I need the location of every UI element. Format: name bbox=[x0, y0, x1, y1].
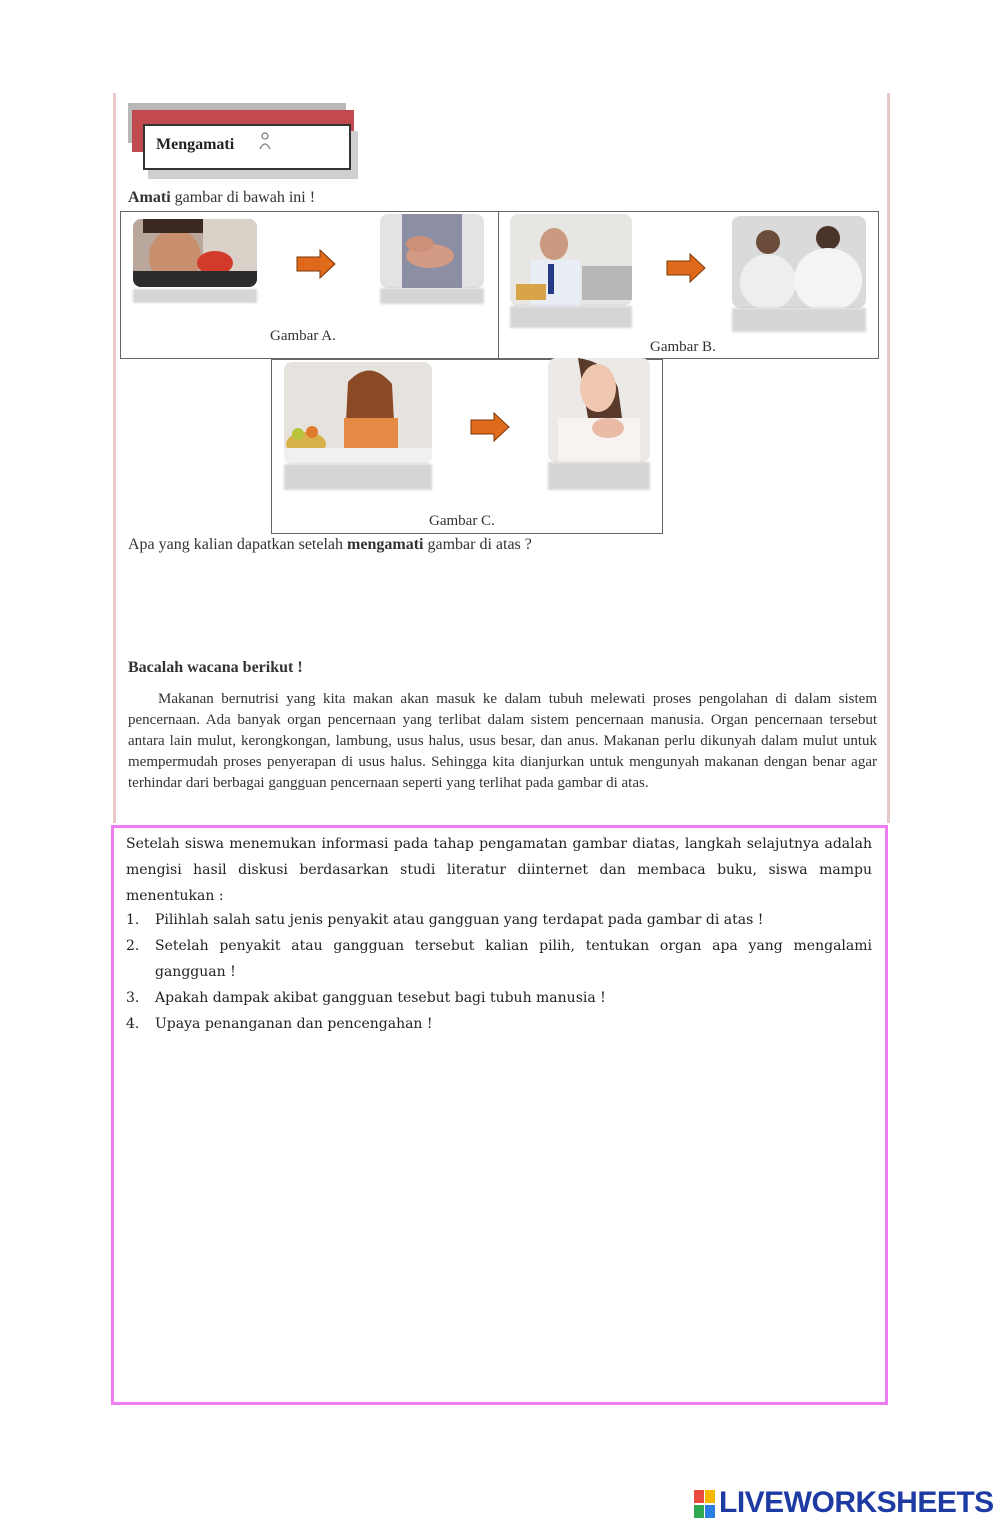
observe-instruction bbox=[128, 189, 315, 207]
question-pre: Apa yang kalian dapatkan setelah bbox=[128, 536, 348, 553]
task-item-number: 2. bbox=[126, 938, 140, 954]
figure-a-stomach-ache-photo bbox=[380, 214, 484, 288]
figure-c-caption: Gambar C. bbox=[429, 513, 495, 529]
section-title: Mengamati bbox=[156, 136, 235, 153]
figure-a-eating-photo bbox=[133, 219, 257, 287]
figure-c-woman-eating-photo bbox=[284, 362, 432, 464]
person-icon bbox=[258, 131, 272, 151]
arrow-c-icon bbox=[470, 412, 510, 442]
task-item-number: 3. bbox=[126, 990, 140, 1006]
reading-paragraph: Makanan bernutrisi yang kita makan akan masuk ke dalam tubuh melewati proses pengolahan di dalam sistem pencernaan. Ada banyak organ pencernaan yang terlibat dalam sistem pencernaan manusia. Organ pencernaan tersebut antara lain mulut, kerongkongan, lambung, usus halus, usus besar, dan anus. Makanan perlu dikunyah dalam mulut untuk mempermudah proses penyerapan di usus halus. Sehingga kita dianjurkan untuk mengunyah makanan dengan benar agar terhindar dari berbagai gangguan pencernaan seperti yang terlihat pada gambar di atas. bbox=[128, 691, 877, 791]
figure-b-obese-people-photo bbox=[732, 216, 866, 308]
figure-b-reflection-2 bbox=[732, 308, 866, 332]
figure-c-reflection-1 bbox=[284, 464, 432, 490]
question-bold: mengamati bbox=[347, 536, 424, 553]
observation-question bbox=[128, 536, 532, 554]
task-item-text: Apakah dampak akibat gangguan tesebut bagi tubuh manusia ! bbox=[155, 990, 606, 1006]
task-item-text: Upaya penanganan dan pencengahan ! bbox=[155, 1016, 433, 1032]
figure-b-caption: Gambar B. bbox=[650, 339, 716, 355]
task-item-text: Pilihlah salah satu jenis penyakit atau gangguan yang terdapat pada gambar di atas ! bbox=[155, 912, 764, 928]
task-intro: Setelah siswa menemukan informasi pada tahap pengamatan gambar diatas, langkah selajutnya adalah mengisi hasil diskusi berdasarkan studi literatur diinternet dan membaca buku, siswa mampu menentukan : bbox=[126, 836, 872, 904]
figure-c-reflection-2 bbox=[548, 462, 650, 490]
task-item-number: 1. bbox=[126, 912, 140, 928]
task-item-number: 4. bbox=[126, 1016, 140, 1032]
figure-a-reflection-2 bbox=[380, 288, 484, 304]
arrow-a-icon bbox=[296, 249, 336, 279]
task-item-text: Setelah penyakit atau gangguan tersebut kalian pilih, tentukan organ apa yang mengalami gangguan ! bbox=[155, 938, 872, 980]
observe-bold: Amati bbox=[128, 189, 171, 206]
figure-b-reflection-1 bbox=[510, 306, 632, 328]
liveworksheets-logo-icon bbox=[694, 1488, 716, 1520]
figure-c-coughing-woman-photo bbox=[548, 358, 650, 462]
figure-b-working-eating-photo bbox=[510, 214, 632, 306]
brand-name[interactable]: LIVEWORKSHEETS bbox=[719, 1486, 994, 1519]
figure-a-caption: Gambar A. bbox=[270, 328, 336, 344]
reading-heading: Bacalah wacana berikut ! bbox=[128, 659, 303, 676]
figure-a-reflection-1 bbox=[133, 289, 257, 303]
arrow-b-icon bbox=[666, 253, 706, 283]
observe-rest: gambar di bawah ini ! bbox=[170, 189, 316, 206]
question-post: gambar di atas ? bbox=[423, 536, 532, 553]
